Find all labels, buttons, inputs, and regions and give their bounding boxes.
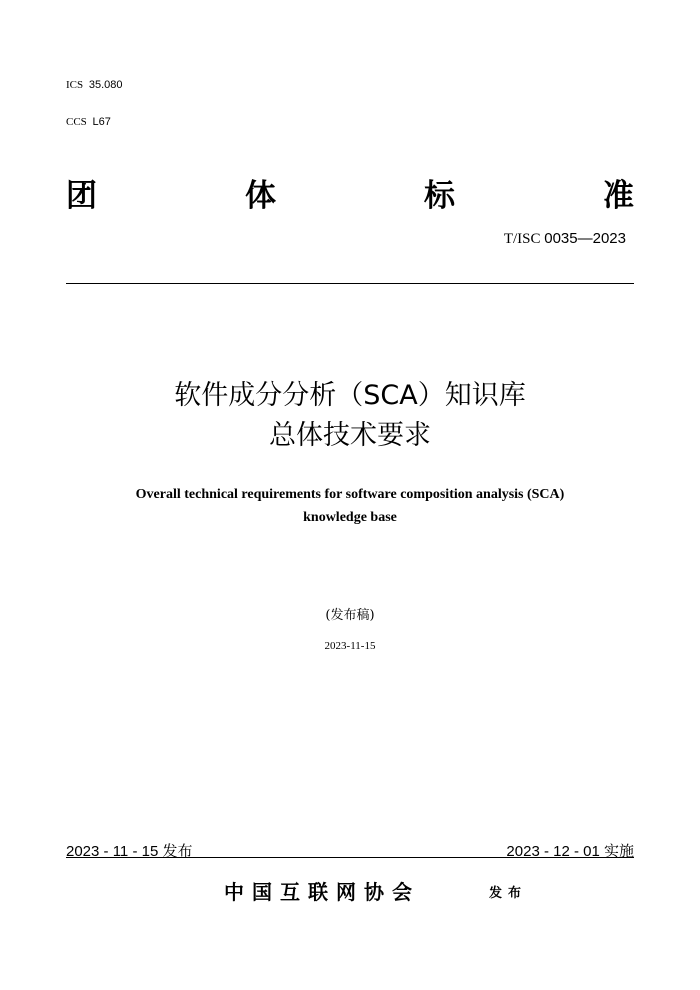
top-divider: [66, 283, 634, 284]
chinese-title: [0, 376, 700, 456]
document-status: (发布稿): [325, 608, 375, 623]
draft-date: 2023-11-15: [324, 640, 376, 652]
publisher-name: 中国互联网协会: [224, 880, 420, 904]
issue-date: 2023 - 11 - 15 发布: [66, 843, 193, 860]
bottom-divider: [66, 857, 634, 858]
standard-type-char: 体: [245, 177, 276, 214]
standard-number-prefix: T/ISC: [503, 231, 541, 247]
ics-code: 35.080: [88, 79, 123, 91]
standard-number: [504, 230, 626, 248]
english-title-line1: Overall technical requirements for software composition analysis (SCA): [135, 487, 565, 502]
standard-type-char: 准: [603, 177, 634, 214]
english-title: [80, 483, 620, 529]
standard-type-char: 团: [66, 177, 97, 214]
english-title-line2: knowledge base: [303, 510, 397, 525]
implementation-date: 2023 - 12 - 01 实施: [506, 843, 634, 860]
publish-label: 发布: [489, 886, 528, 901]
ics-classification: [66, 79, 123, 91]
standard-number-code: 0035—2023: [544, 230, 626, 247]
ics-label: ICS: [66, 79, 84, 91]
chinese-title-line2: 总体技术要求: [269, 420, 431, 451]
ccs-label: CCS: [66, 116, 87, 128]
ccs-classification: [66, 116, 111, 128]
standard-type-heading: [66, 170, 634, 214]
standard-type-char: 标: [424, 177, 455, 214]
ccs-code: L67: [92, 116, 111, 128]
chinese-title-line1: 软件成分分析（SCA）知识库: [174, 380, 526, 411]
